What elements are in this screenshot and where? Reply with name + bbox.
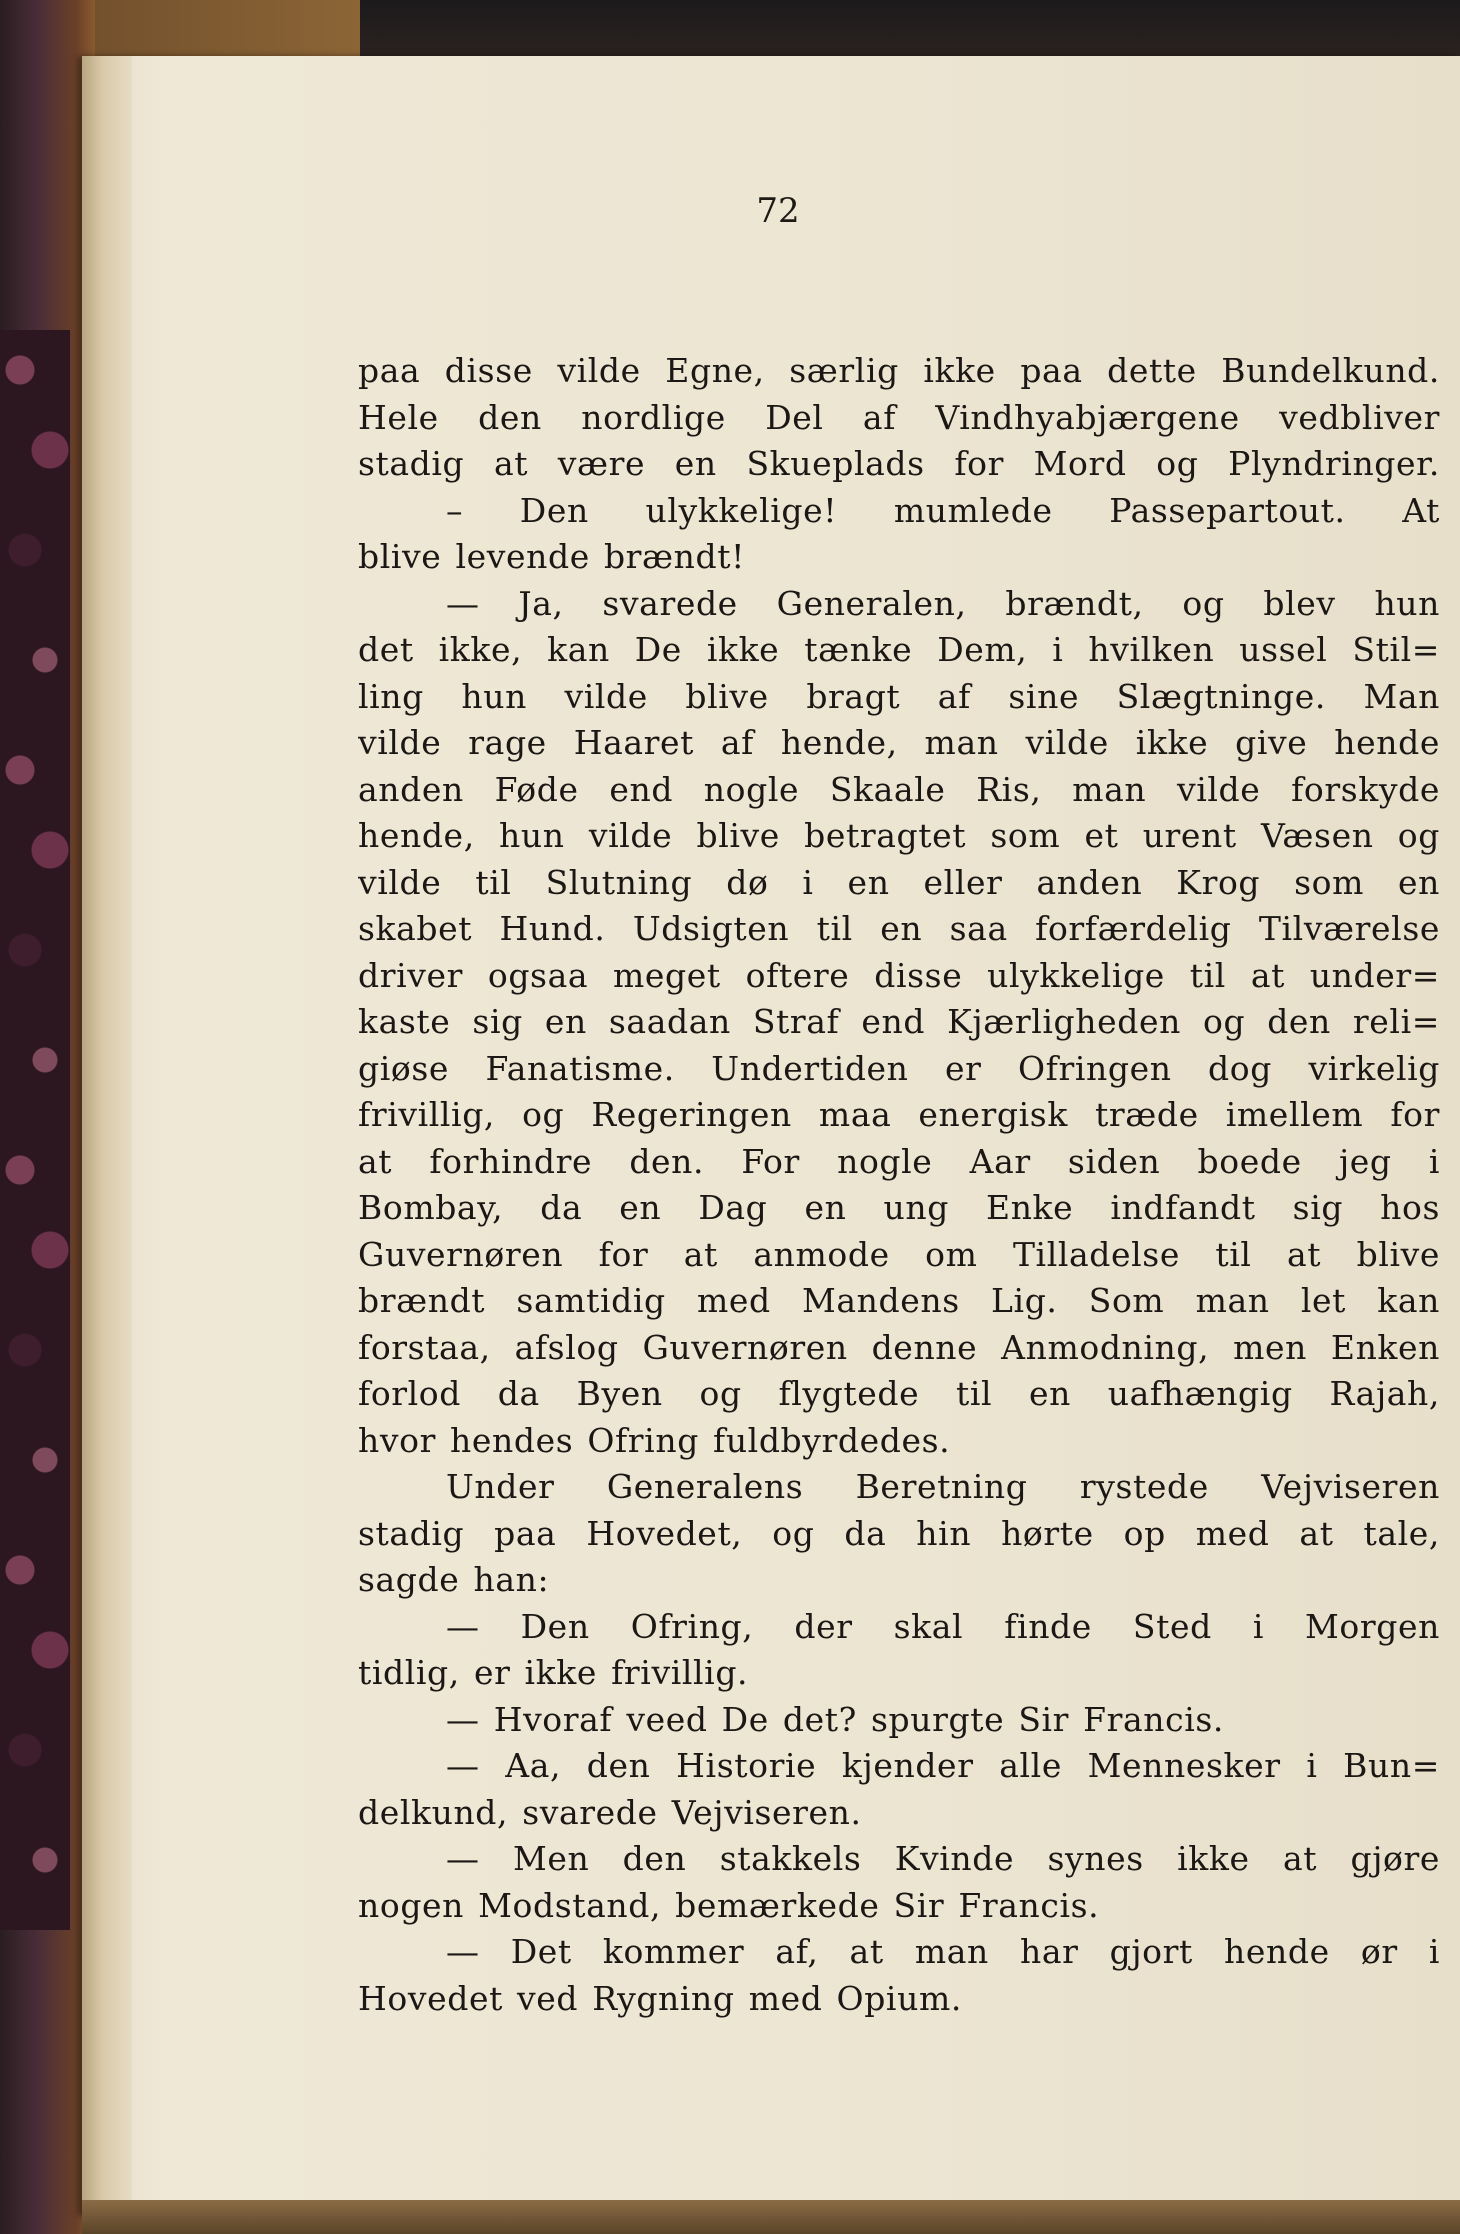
page-gutter [82, 56, 132, 2216]
text-line: brændt samtidig med Mandens Lig. Som man let kan [358, 1281, 1440, 1320]
text-line: Bombay, da en Dag en ung Enke indfandt sig hos [358, 1188, 1440, 1227]
text-line: hvor hendes Ofring fuldbyrdedes. [358, 1420, 951, 1460]
text-line: at forhindre den. For nogle Aar siden boede jeg i [358, 1141, 1440, 1181]
text-line: stadig paa Hovedet, og da hin hørte op med at tale, [358, 1513, 1440, 1553]
text-line: forstaa, afslog Guvernøren denne Anmodning, men Enken [358, 1327, 1440, 1367]
text-line: — Det kommer af, at man har gjort hende ør i [446, 1932, 1440, 1971]
text-line: Under Generalens Beretning rystede Vejviseren [446, 1467, 1440, 1506]
text-line: vilde til Slutning dø i en eller anden Krog som en [358, 862, 1440, 902]
text-line: det ikke, kan De ikke tænke Dem, i hvilken ussel Stil= [358, 630, 1440, 669]
text-line: delkund, svarede Vejviseren. [358, 1792, 862, 1832]
text-line: Hele den nordlige Del af Vindhyabjærgene vedbliver [358, 397, 1440, 437]
text-line: skabet Hund. Udsigten til en saa forfærdelig Tilværelse [358, 909, 1440, 948]
text-line: blive levende brændt! [358, 537, 745, 576]
text-line: Guvernøren for at anmode om Tilladelse til at blive [358, 1234, 1440, 1274]
text-line: forlod da Byen og flygtede til en uafhængig Rajah, [358, 1374, 1440, 1413]
text-line: nogen Modstand, bemærkede Sir Francis. [358, 1885, 1100, 1925]
marbled-endpaper [0, 330, 70, 1930]
text-line: — Aa, den Historie kjender alle Mennesker i Bun= [446, 1746, 1440, 1785]
text-line: giøse Fanatisme. Undertiden er Ofringen dog virkelig [358, 1048, 1440, 1088]
book-page [82, 56, 1460, 2216]
text-line: ling hun vilde blive bragt af sine Slægtninge. Man [358, 676, 1440, 716]
text-line: frivillig, og Regeringen maa energisk træde imellem for [358, 1095, 1440, 1134]
text-line: – Den ulykkelige! mumlede Passepartout. At [446, 490, 1440, 530]
text-line: Hovedet ved Rygning med Opium. [358, 1978, 962, 2018]
page-bottom-edge [82, 2200, 1460, 2234]
text-line: anden Føde end nogle Skaale Ris, man vilde forskyde [358, 769, 1440, 809]
text-line: sagde han: [358, 1560, 550, 1599]
text-line: hende, hun vilde blive betragtet som et urent Væsen og [358, 816, 1440, 855]
page-text [358, 348, 1440, 2022]
text-line: driver ogsaa meget oftere disse ulykkelige til at under= [358, 955, 1440, 995]
text-line: — Hvoraf veed De det? spurgte Sir Francis. [446, 1699, 1225, 1739]
text-line: kaste sig en saadan Straf end Kjærligheden og den reli= [358, 1002, 1440, 1041]
text-line: stadig at være en Skueplads for Mord og Plyndringer. [358, 444, 1440, 483]
text-line: paa disse vilde Egne, særlig ikke paa dette Bundelkund. [358, 351, 1440, 390]
text-line: — Ja, svarede Generalen, brændt, og blev hun [446, 583, 1440, 623]
text-line: tidlig, er ikke frivillig. [358, 1653, 749, 1692]
text-line: — Men den stakkels Kvinde synes ikke at gjøre [446, 1839, 1440, 1878]
page-number: 72 [756, 191, 800, 231]
text-line: vilde rage Haaret af hende, man vilde ikke give hende [358, 723, 1440, 762]
text-line: — Den Ofring, der skal finde Sted i Morgen [446, 1606, 1440, 1646]
